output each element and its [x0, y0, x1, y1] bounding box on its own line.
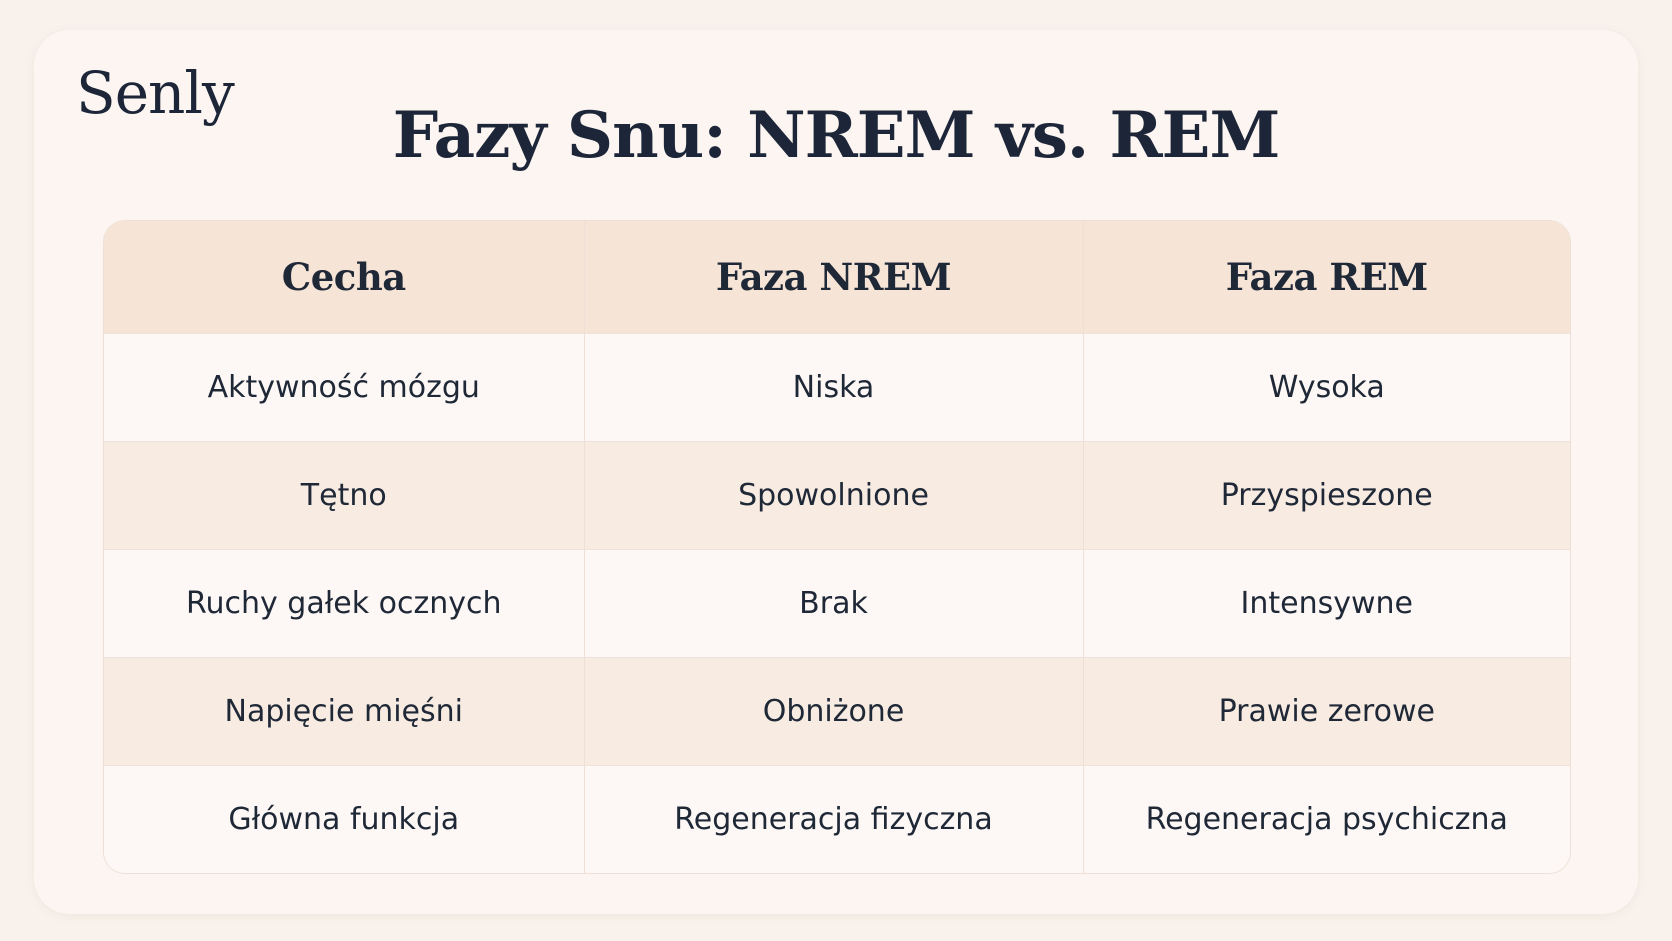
feature-cell: Tętno — [104, 441, 584, 549]
column-header-rem: Faza REM — [1225, 254, 1428, 299]
rem-cell: Przyspieszone — [1220, 477, 1433, 513]
table-row — [104, 657, 1570, 765]
table-row — [104, 333, 1570, 441]
table-row — [104, 441, 1570, 549]
column-header-nrem: Faza NREM — [584, 221, 1083, 333]
nrem-cell: Regeneracja fizyczna — [584, 765, 1083, 873]
feature-cell: Ruchy gałek ocznych — [104, 549, 584, 657]
rem-cell: Prawie zerowe — [1218, 693, 1435, 729]
feature-cell: Główna funkcja — [104, 765, 584, 873]
table-row — [104, 765, 1570, 873]
rem-cell: Intensywne — [1240, 585, 1413, 621]
feature-cell: Aktywność mózgu — [104, 333, 584, 441]
nrem-cell: Obniżone — [584, 657, 1083, 765]
rem-cell: Regeneracja psychiczna — [1145, 801, 1508, 837]
brand-logo: Senly — [76, 59, 234, 127]
page-title: Fazy Snu: NREM vs. REM — [392, 98, 1280, 173]
table-row — [104, 549, 1570, 657]
table-header-row — [104, 221, 1570, 333]
rem-cell: Wysoka — [1268, 369, 1385, 405]
column-header-feature: Cecha — [104, 221, 584, 333]
feature-cell: Napięcie mięśni — [104, 657, 584, 765]
nrem-cell: Niska — [584, 333, 1083, 441]
nrem-cell: Spowolnione — [584, 441, 1083, 549]
comparison-table — [103, 220, 1571, 874]
nrem-cell: Brak — [584, 549, 1083, 657]
